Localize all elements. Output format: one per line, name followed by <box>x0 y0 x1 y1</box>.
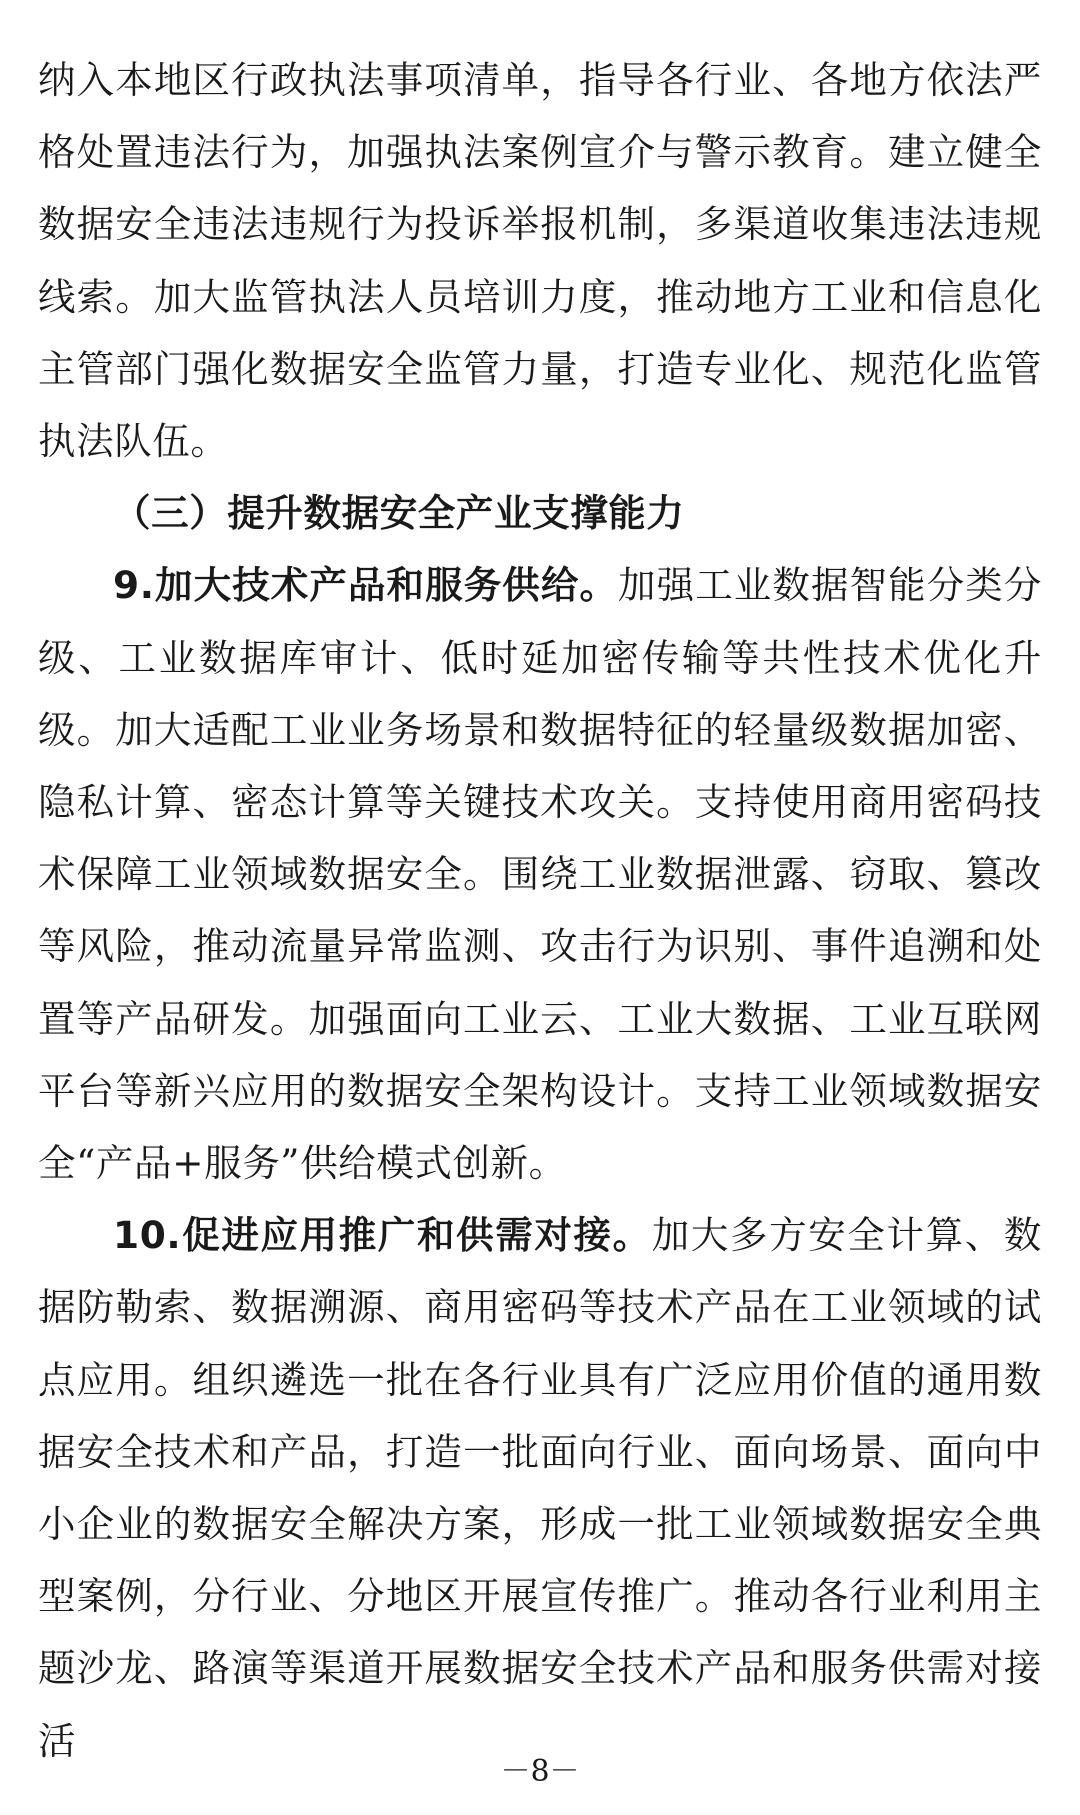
page-number: －8－ <box>500 1754 580 1789</box>
paragraph-item-9 <box>38 549 1042 1199</box>
item-10-body: 加大多方安全计算、数据防勒索、数据溯源、商用密码等技术产品在工业领域的试点应用。组织遴选一批在各行业具有广泛应用价值的通用数据安全技术和产品，打造一批面向行业、面向场景、面向中小企业的数据安全解决方案，形成一批工业领域数据安全典型案例，分行业、分地区开展宣传推广。推动各行业利用主题沙龙、路演等渠道开展数据安全技术产品和服务供需对接活 <box>38 1213 1042 1763</box>
item-9-title: 9.加大技术产品和服务供给。 <box>113 563 619 608</box>
paragraph-continuation: 纳入本地区行政执法事项清单，指导各行业、各地方依法严格处置违法行为，加强执法案例宣介与警示教育。建立健全数据安全违法违规行为投诉举报机制，多渠道收集违法违规线索。加大监管执法人员培训力度，推动地方工业和信息化主管部门强化数据安全监管力量，打造专业化、规范化监管执法队伍。 <box>38 58 1042 464</box>
item-9-body: 加强工业数据智能分类分级、工业数据库审计、低时延加密传输等共性技术优化升级。加大适配工业业务场景和数据特征的轻量级数据加密、隐私计算、密态计算等关键技术攻关。支持使用商用密码技术保障工业领域数据安全。围绕工业数据泄露、窃取、篡改等风险，推动流量异常监测、攻击行为识别、事件追溯和处置等产品研发。加强面向工业云、工业大数据、工业互联网平台等新兴应用的数据安全架构设计。支持工业领域数据安全“产品+服务”供给模式创新。 <box>38 563 1042 1186</box>
paragraph-item-10 <box>38 1199 1042 1777</box>
document-page <box>38 44 1042 1777</box>
section-heading: （三）提升数据安全产业支撑能力 <box>113 491 685 536</box>
item-10-title: 10.促进应用推广和供需对接。 <box>113 1213 652 1258</box>
